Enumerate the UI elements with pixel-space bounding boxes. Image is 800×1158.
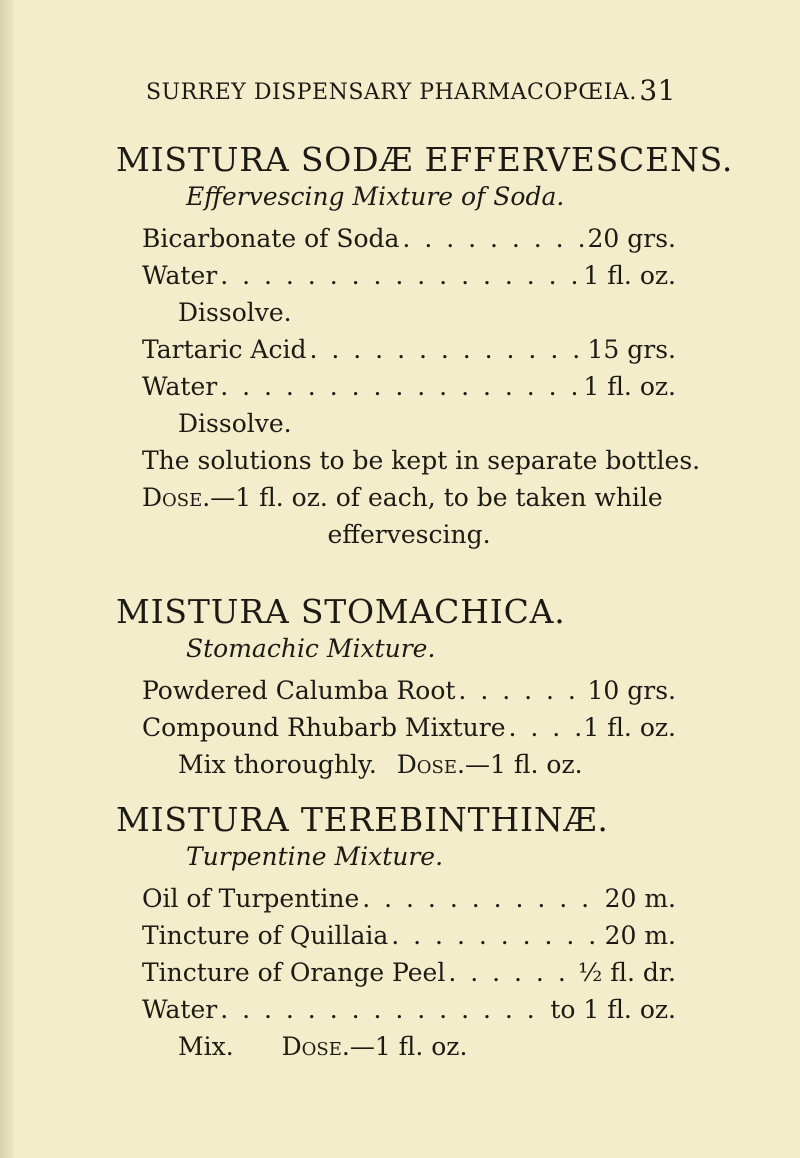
ingredient-row: [142, 331, 676, 368]
instruction: Dissolve.: [178, 298, 292, 327]
ingredient-row: [142, 709, 676, 746]
leader-dots: [506, 709, 584, 746]
ingredient-qty: 1 fl. oz.: [583, 261, 676, 290]
ingredient-name: Tartaric Acid: [142, 335, 307, 364]
leader-dots: [445, 954, 578, 991]
ingredient-name: Water: [142, 372, 218, 401]
leader-dots: [455, 672, 587, 709]
note: The solutions to be kept in separate bottles.: [142, 446, 701, 475]
ingredient-row: [142, 220, 676, 257]
section-mistura-stomachica: [116, 592, 676, 783]
dose-text: —1 fl. oz.: [349, 1032, 468, 1061]
page-number: 31: [639, 74, 676, 107]
ingredient-name: Tincture of Quillaia: [142, 921, 389, 950]
instruction: Dissolve.: [178, 409, 292, 438]
page-edge-shadow: [0, 0, 14, 1158]
dose-label: Dose.: [396, 750, 465, 779]
leader-dots: [217, 991, 550, 1028]
dose-text: —1 fl. oz. of each, to be taken while: [210, 483, 663, 512]
ingredient-row: [142, 368, 676, 405]
section-mistura-sodae: [116, 140, 734, 553]
ingredient-row: [142, 880, 676, 917]
ingredient-row: [142, 257, 676, 294]
ingredient-qty: 20 grs.: [587, 224, 676, 253]
ingredient-qty: 15 grs.: [587, 335, 676, 364]
ingredient-name: Tincture of Orange Peel: [142, 958, 446, 987]
section-title: MISTURA TEREBINTHINÆ.: [116, 800, 609, 839]
ingredient-name: Compound Rhubarb Mixture: [142, 713, 506, 742]
ingredient-qty: 1 fl. oz.: [583, 372, 676, 401]
instruction: Mix.: [178, 1032, 234, 1061]
mix-and-dose-line: [178, 746, 676, 783]
dose-continuation: effervescing.: [327, 520, 491, 549]
running-head-title: SURREY DISPENSARY PHARMACOPŒIA.: [146, 80, 637, 105]
section-subtitle: Effervescing Mixture of Soda.: [186, 182, 565, 211]
leader-dots: [307, 331, 588, 368]
ingredient-row: [142, 954, 676, 991]
section-mistura-terebinthinae: [116, 800, 676, 1065]
leader-dots: [359, 880, 604, 917]
leader-dots: [388, 917, 604, 954]
ingredient-name: Bicarbonate of Soda: [142, 224, 400, 253]
ingredient-qty: 20 m.: [604, 884, 676, 913]
dose-label: Dose.: [281, 1032, 350, 1061]
ingredient-name: Water: [142, 995, 218, 1024]
ingredient-name: Water: [142, 261, 218, 290]
ingredient-name: Powdered Calumba Root: [142, 676, 456, 705]
ingredient-row: [142, 672, 676, 709]
section-subtitle: Turpentine Mixture.: [186, 842, 444, 871]
ingredient-qty: 10 grs.: [587, 676, 676, 705]
dose-label: Dose.: [142, 483, 211, 512]
instruction: Mix thoroughly.: [178, 750, 377, 779]
leader-dots: [399, 220, 587, 257]
dose-line: [142, 479, 676, 516]
leader-dots: [217, 257, 583, 294]
ingredient-qty: ½ fl. dr.: [578, 958, 676, 987]
ingredient-qty: 20 m.: [604, 921, 676, 950]
section-subtitle: Stomachic Mixture.: [186, 634, 436, 663]
ingredient-row: [142, 991, 676, 1028]
mix-and-dose-line: [178, 1028, 676, 1065]
section-title: MISTURA STOMACHICA.: [116, 592, 566, 631]
dose-text: —1 fl. oz.: [464, 750, 583, 779]
ingredient-row: [142, 917, 676, 954]
ingredient-name: Oil of Turpentine: [142, 884, 360, 913]
section-title: MISTURA SODÆ EFFERVESCENS.: [116, 140, 734, 179]
ingredient-qty: to 1 fl. oz.: [550, 995, 676, 1024]
ingredient-qty: 1 fl. oz.: [583, 713, 676, 742]
leader-dots: [217, 368, 583, 405]
